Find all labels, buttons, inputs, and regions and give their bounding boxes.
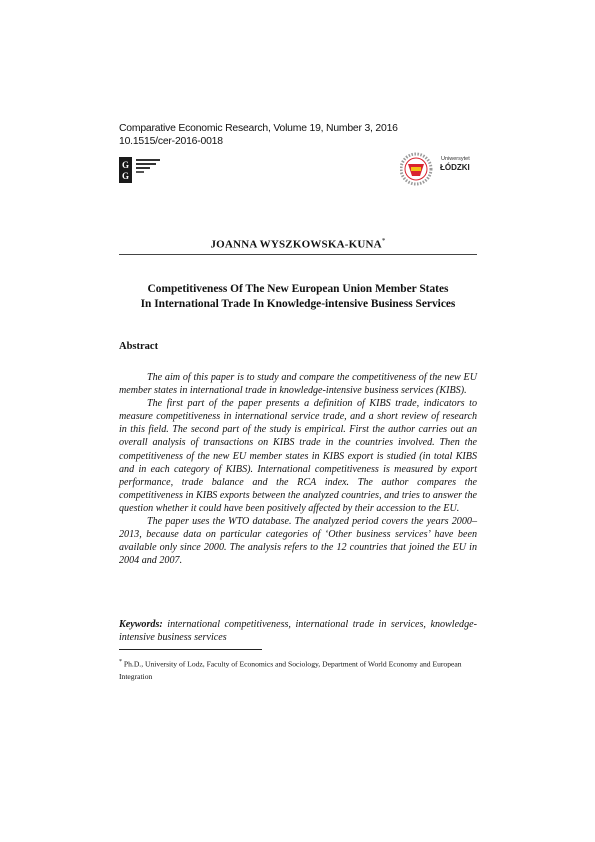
svg-text:G: G [121, 171, 130, 181]
keywords-label: Keywords: [119, 619, 163, 630]
title-line-1: Competitiveness Of The New European Union Member States [147, 283, 449, 295]
author-footnote-mark: * [381, 237, 386, 245]
svg-text:G: G [121, 160, 130, 170]
footnote-text: Ph.D., University of Lodz, Faculty of Economics and Sociology, Department of World Economy and European Integration [119, 659, 462, 681]
abstract-paragraph: The paper uses the WTO database. The analyzed period covers the years 2000–2013, because data on particular categories of ‘Other business services’ have been available only since 2000. The analysis refers to the 12 countries that joined the EU in 2004 and 2007. [119, 516, 477, 567]
abstract-paragraph: The aim of this paper is to study and compare the competitiveness of the new EU member states in international trade in knowledge-intensive business services (KIBS). [119, 372, 477, 397]
author-rule [119, 254, 477, 255]
university-name-bottom: ŁÓDZKI [440, 163, 470, 172]
journal-header [119, 123, 398, 148]
author-block [119, 237, 477, 255]
journal-citation: Comparative Economic Research, Volume 19, Number 3, 2016 [119, 123, 398, 134]
abstract-heading: Abstract [119, 341, 159, 352]
paper-title [119, 282, 477, 312]
author-name: JOANNA WYSZKOWSKA-KUNA* [210, 237, 386, 251]
university-name-top: Uniwersytet [441, 156, 470, 162]
keywords-text: international competitiveness, international trade in services, knowledge-intensive business services [119, 619, 477, 644]
uniwersytet-lodzki-logo [400, 152, 480, 186]
degruyter-open-logo [119, 155, 181, 185]
abstract-paragraph: The first part of the paper presents a definition of KIBS trade, indicators to measure competitiveness in international service trade, and a short review of research in this field. The second part of the study is empirical. First the author carries out an overall analysis of transactions on KIBS trade in the countries involved. Then the competitiveness of the new EU member states in KIBS export is studied (in total KIBS and in each category of KIBS). International competitiveness is measured by export performance, trade balance and the RCA index. The author compares the competitiveness in KIBS exports between the analyzed countries, and tries to answer the question whether it could have been positively affected by their accession to the EU. [119, 398, 477, 514]
keywords [119, 618, 477, 644]
footnote-mark: * [119, 659, 122, 665]
abstract-body [119, 371, 477, 567]
footnote [119, 656, 479, 683]
footnote-rule [119, 649, 262, 650]
doi: 10.1515/cer-2016-0018 [119, 135, 223, 147]
title-line-2: In International Trade In Knowledge-intensive Business Services [140, 298, 456, 310]
